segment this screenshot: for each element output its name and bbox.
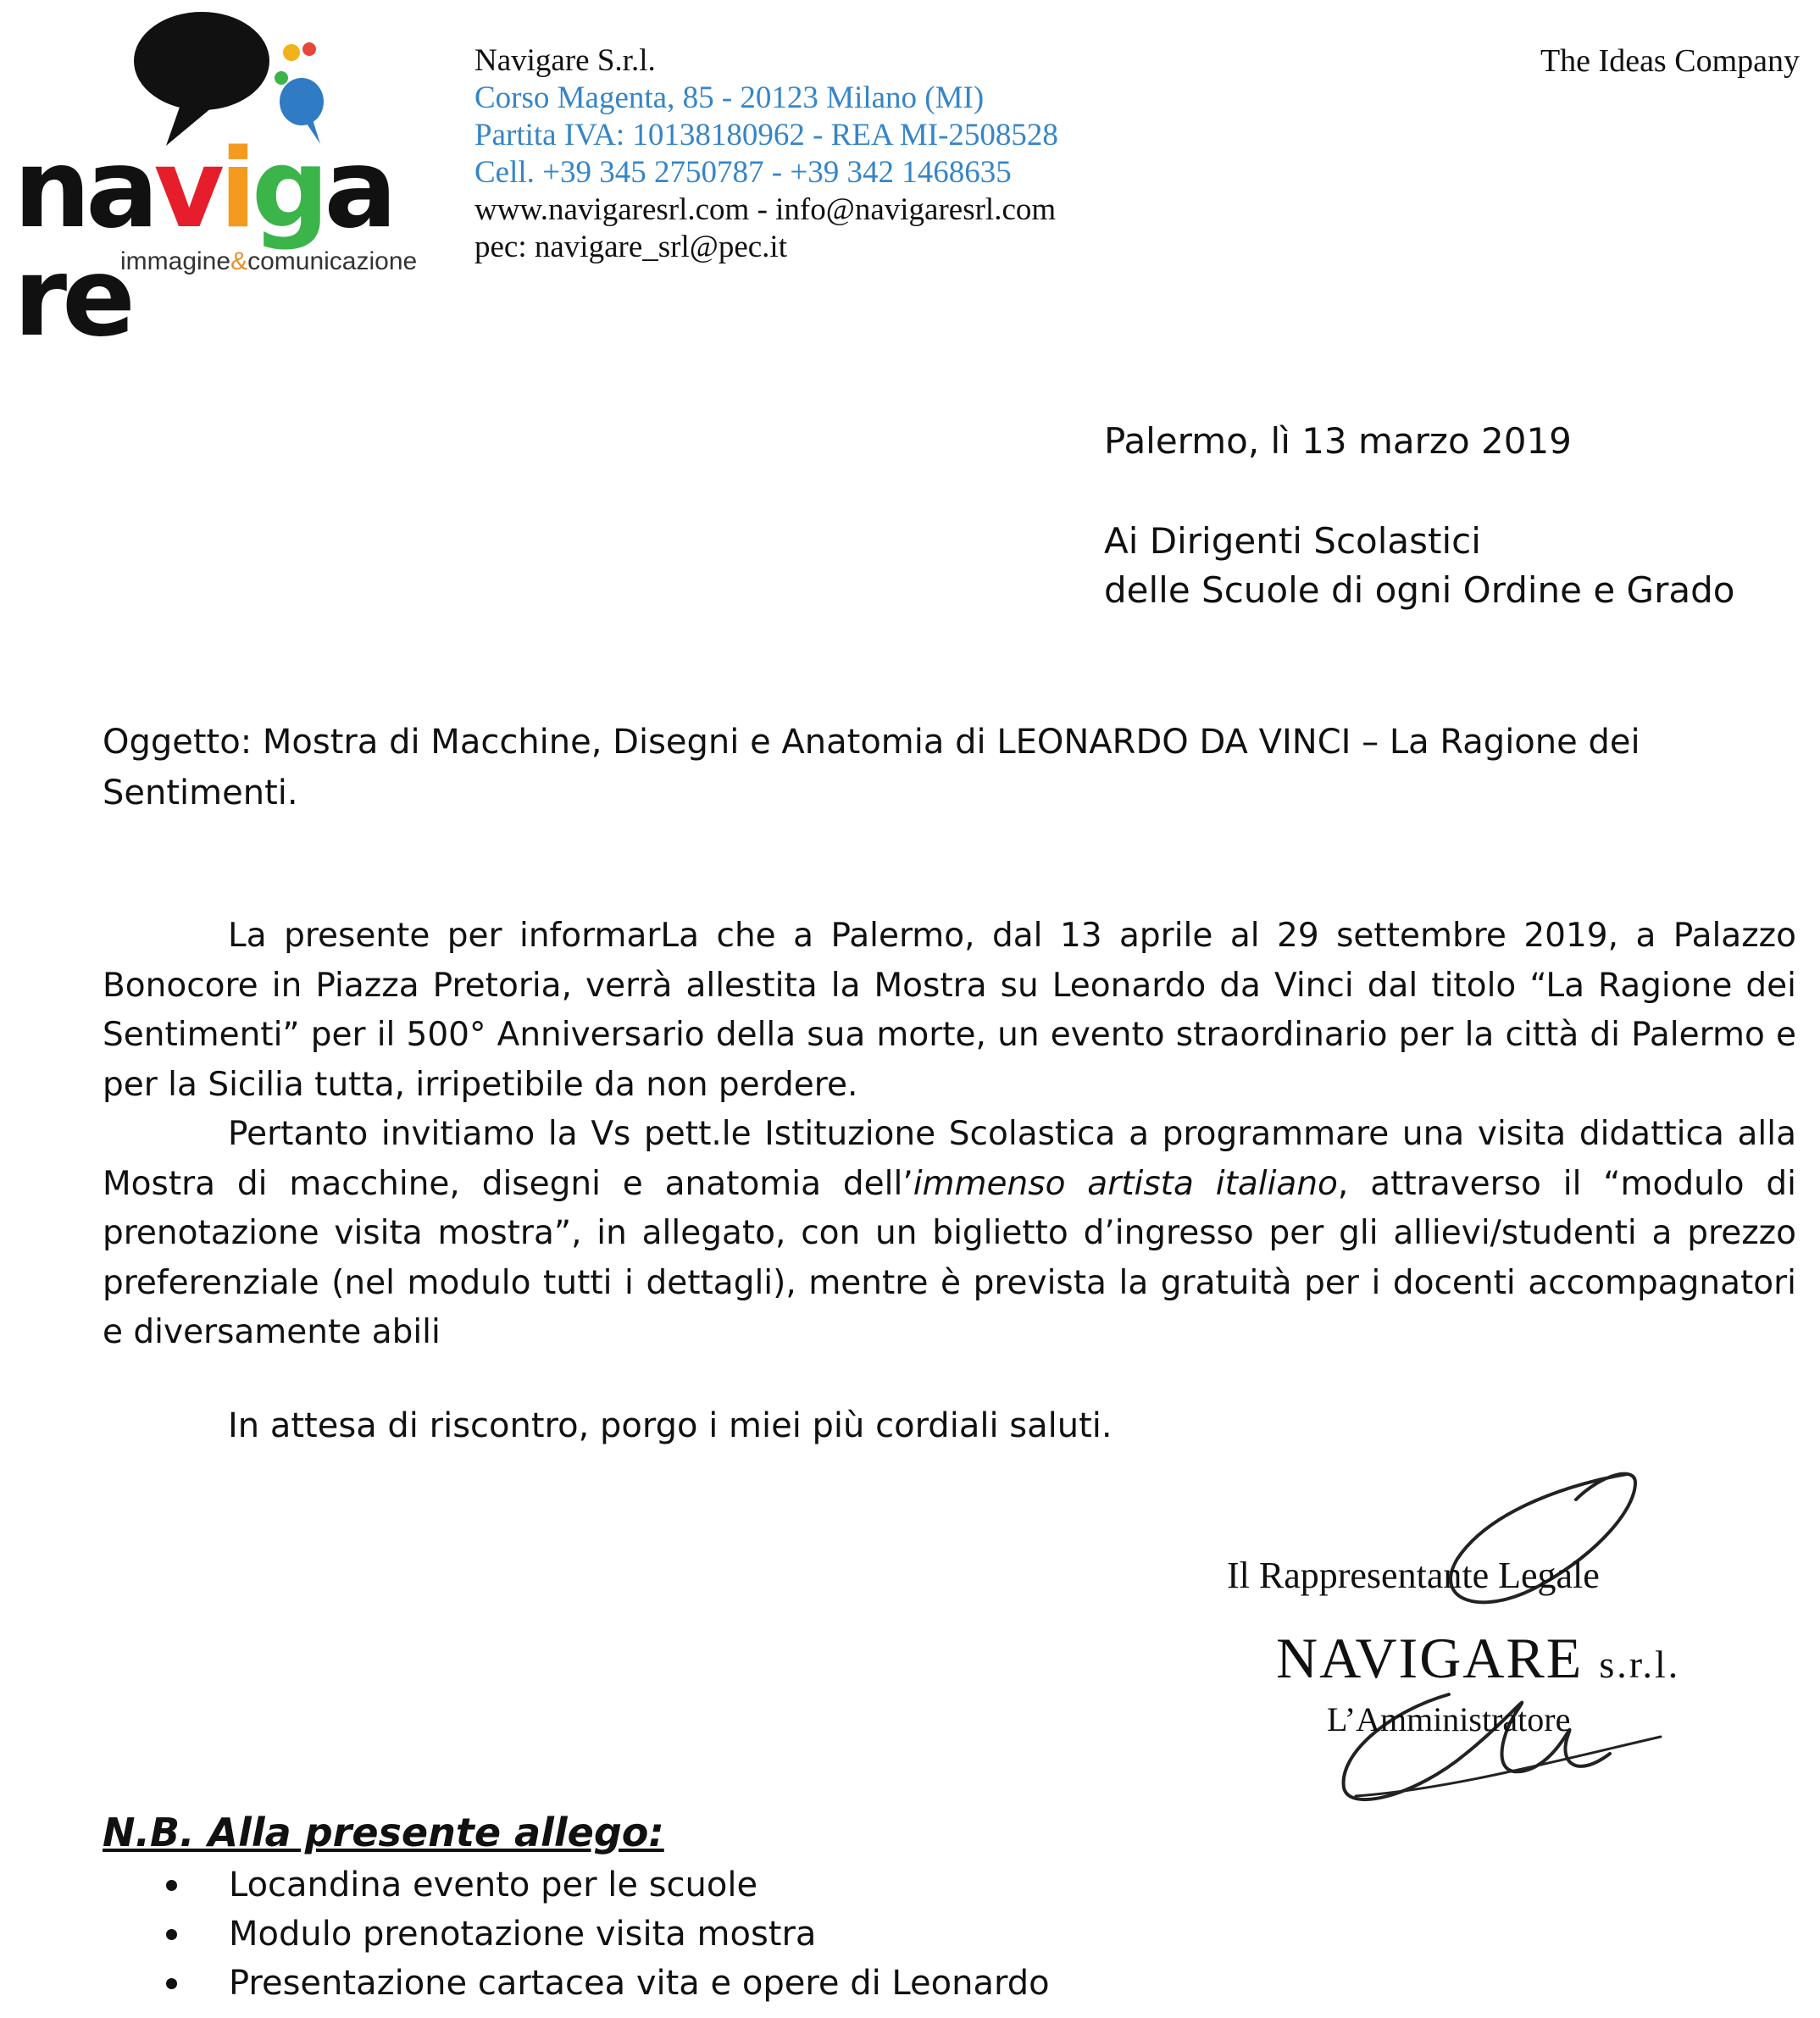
- closing-greeting: In attesa di riscontro, porgo i miei più cordiali saluti.: [228, 1406, 1113, 1445]
- logo-letter: e: [62, 235, 130, 361]
- addressee-line-2: delle Scuole di ogni Ordine e Grado: [1104, 569, 1735, 611]
- attachment-label: Modulo prenotazione visita mostra: [229, 1915, 817, 1954]
- attachment-label: Locandina evento per le scuole: [229, 1866, 758, 1904]
- logo-letter: a: [324, 126, 392, 252]
- logo-letter: v: [153, 126, 219, 252]
- attachment-label: Presentazione cartacea vita e opere di Leonardo: [229, 1964, 1050, 2003]
- company-stamp-role: L’Amministratore: [1327, 1700, 1571, 1738]
- attachment-item: [161, 1959, 1050, 2008]
- bullet-icon: [166, 1880, 177, 1891]
- logo-tagline-right: comunicazione: [247, 247, 418, 275]
- paragraph-2-start: Pertanto invitiamo la Vs pett.le Istituzione Scolastica a programmare una visita didattica alla Mostra di macchine, disegni e anatomia dell’: [103, 1115, 1796, 1203]
- attachments-title: N.B. Alla presente allego:: [103, 1810, 664, 1855]
- letter-subject: Oggetto: Mostra di Macchine, Disegni e Anatomia di LEONARDO DA VINCI – La Ragione dei Sentimenti.: [103, 723, 1640, 812]
- attachments-list: [161, 1860, 1050, 2008]
- logo-tagline-amp: &: [230, 247, 248, 275]
- logo-tagline: [120, 247, 417, 276]
- company-web-email: www.navigaresrl.com - info@navigaresrl.com: [474, 192, 1057, 227]
- company-address: Corso Magenta, 85 - 20123 Milano (MI): [474, 80, 985, 115]
- navigare-logo: [14, 8, 429, 361]
- company-phone: Cell. +39 345 2750787 - +39 342 1468635: [474, 155, 1012, 190]
- attachment-item: [161, 1910, 1050, 1959]
- body-paragraph-1: La presente per informarLa che a Palermo, dal 13 aprile al 29 settembre 2019, a Palazzo Bonocore in Piazza Pretoria, verrà allestita la Mostra su Leonardo da Vinci dal titolo “La Ragione dei Sentimenti” per il 500° Anniversario della sua morte, un evento straordinario per la città di Palermo e per la Sicilia tutta, irripetibile da non perdere.: [103, 917, 1796, 1104]
- bullet-icon: [166, 1978, 177, 1989]
- logo-tagline-left: immagine: [120, 247, 231, 275]
- logo-letter: g: [251, 126, 325, 252]
- stamp-suffix: s.r.l.: [1599, 1643, 1681, 1686]
- company-name: Navigare S.r.l.: [474, 43, 656, 78]
- paragraph-2-end: , attraverso il “modulo di prenotazione visita mostra”, in allegato, con un biglietto d’ingresso per gli allievi/studenti a prezzo preferenziale (nel modulo tutti i dettagli), mentre è prevista la gratuità per i docenti accompagnatori e diversamente abili: [103, 1164, 1796, 1351]
- paragraph-2-italic: immenso artista italiano: [913, 1164, 1338, 1203]
- company-tagline: The Ideas Company: [1540, 43, 1800, 79]
- company-vat: Partita IVA: 10138180962 - REA MI-2508528: [474, 118, 1058, 152]
- company-stamp-name: [1276, 1625, 1680, 1692]
- logo-letter: r: [14, 235, 63, 361]
- logo-letter: a: [86, 126, 154, 252]
- letterhead-company-info: [474, 42, 1058, 266]
- stamp-company: NAVIGARE: [1276, 1626, 1584, 1690]
- letter-date: Palermo, lì 13 marzo 2019: [1104, 420, 1572, 462]
- body-paragraph-2: [103, 1110, 1796, 1358]
- signatory-role: Il Rappresentante Legale: [1227, 1555, 1600, 1596]
- letter-addressee: [1104, 517, 1734, 615]
- logo-letter: i: [219, 126, 252, 252]
- logo-wordmark: [14, 126, 429, 361]
- company-pec: pec: navigare_srl@pec.it: [474, 230, 787, 264]
- addressee-line-1: Ai Dirigenti Scolastici: [1104, 520, 1481, 562]
- attachment-item: [161, 1860, 1050, 1910]
- logo-letter: n: [14, 126, 86, 252]
- bullet-icon: [166, 1929, 177, 1940]
